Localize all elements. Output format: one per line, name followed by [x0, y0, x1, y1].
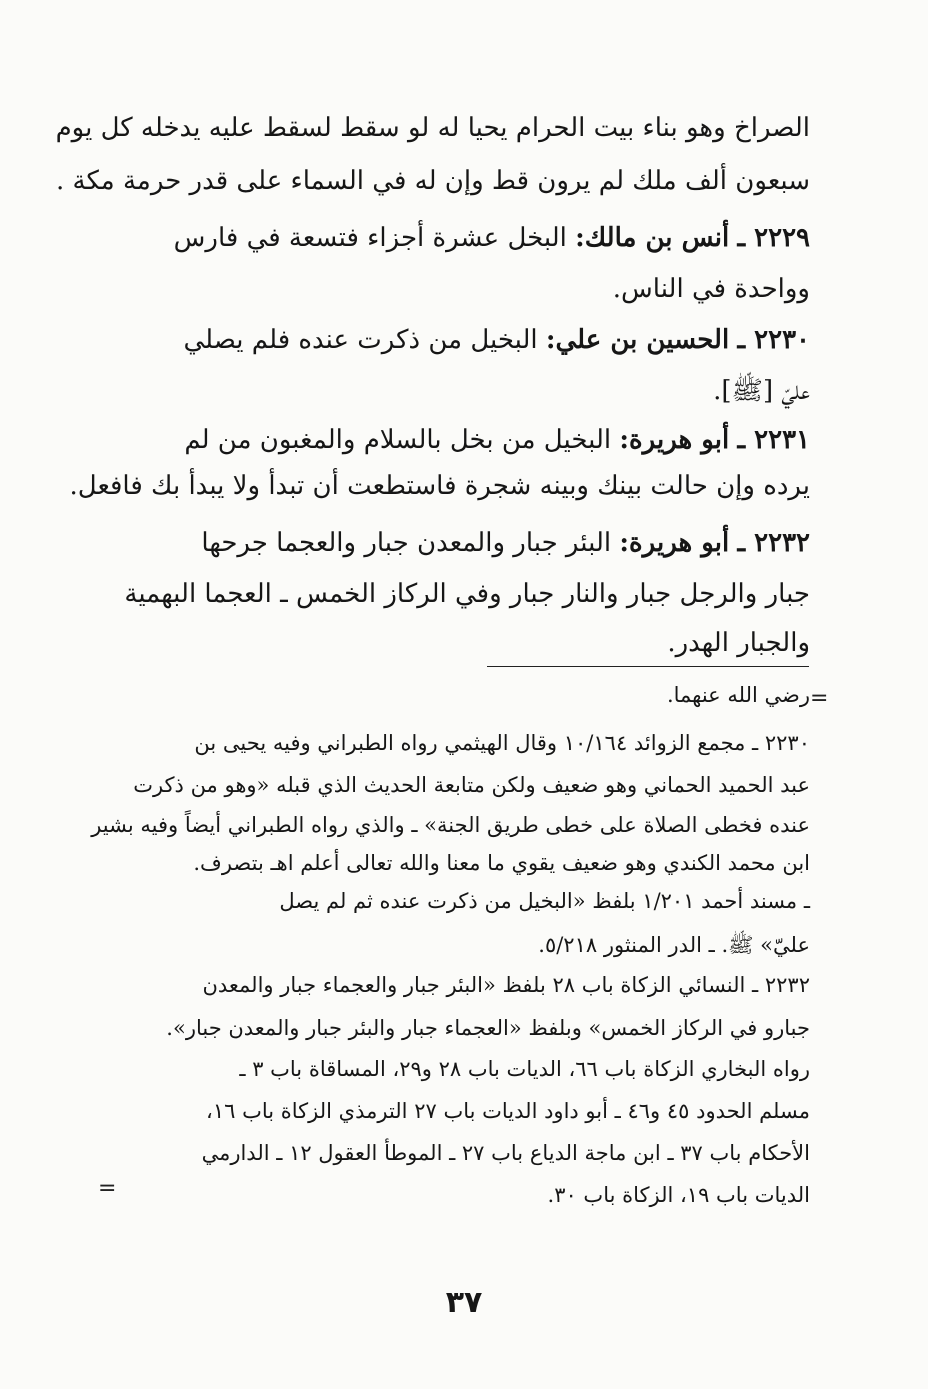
entry-number: ٢٢٣٢ ـ — [737, 528, 810, 558]
entry-2229-line-1 — [140, 220, 810, 256]
footnote-line: مسلم الحدود ٤٥ و٤٦ ـ أبو داود الديات باب ٢٧ الترمذي الزكاة باب ١٦، — [206, 1099, 810, 1123]
footnote-line: عليّ» ﷺ. ـ الدر المنثور ٥/٢١٨. — [538, 933, 810, 957]
entry-2231-line-1 — [140, 422, 810, 458]
page-number: ٣٧ — [445, 1285, 483, 1320]
entry-2232-line-2: جبار والرجل جبار والنار جبار وفي الركاز الخمس ـ العجما البهمية — [124, 579, 810, 609]
entry-2230-line-1 — [140, 322, 810, 358]
entry-2230-line-2: عليّ [ﷺ]. — [713, 376, 810, 406]
footnote-line: عبد الحميد الحماني وهو ضعيف ولكن متابعة الحديث الذي قبله «وهو من ذكرت — [133, 773, 810, 797]
entry-text: البئر جبار والمعدن جبار والعجما جرحها — [201, 528, 612, 558]
entry-text: البخيل من بخل بالسلام والمغبون من لم — [184, 425, 612, 455]
entry-2232-line-3: والجبار الهدر. — [667, 628, 810, 658]
main-line: سبعون ألف ملك لم يرون قط وإن له في السماء على قدر حرمة مكة . — [55, 166, 810, 196]
footnote-line: ٢٢٣٢ ـ النسائي الزكاة باب ٢٨ بلفظ «البئر جبار والعجماء جبار والمعدن — [202, 973, 810, 997]
entry-2231-line-2: يرده وإن حالت بينك وبينه شجرة فاستطعت أن تبدأ ولا يبدأ بك فافعل. — [69, 471, 810, 501]
entry-text: البخل عشرة أجزاء فتسعة في فارس — [173, 223, 567, 253]
entry-number: ٢٢٣٠ ـ — [737, 325, 810, 355]
entry-number: ٢٢٣١ ـ — [737, 425, 810, 455]
footnote-line: جبارو في الركاز الخمس» وبلفظ «العجماء جبار والبئر جبار والمعدن جبار». — [166, 1016, 810, 1040]
entry-speaker: أنس بن مالك: — [575, 223, 730, 253]
footnote-line: ابن محمد الكندي وهو ضعيف يقوي ما معنا والله تعالى أعلم اهـ بتصرف. — [193, 851, 810, 875]
entry-speaker: أبو هريرة: — [619, 425, 730, 455]
continuation-mark: = — [98, 1176, 117, 1201]
entry-speaker: أبو هريرة: — [619, 528, 730, 558]
footnote-line: الديات باب ١٩، الزكاة باب ٣٠. — [547, 1183, 810, 1207]
footnote-line: ـ مسند أحمد ١/٢٠١ بلفظ «البخيل من ذكرت عنده ثم لم يصل — [279, 889, 810, 913]
entry-2232-line-1 — [140, 525, 810, 561]
footnote-separator — [487, 666, 809, 667]
footnote-line: الأحكام باب ٣٧ ـ ابن ماجة الدياع باب ٢٧ ـ الموطأ العقول ١٢ ـ الدارمي — [201, 1141, 810, 1165]
main-line: الصراخ وهو بناء بيت الحرام يحيا له لو سقط لسقط عليه يدخله كل يوم — [55, 113, 810, 143]
footnote-line: رواه البخاري الزكاة باب ٦٦، الديات باب ٢٨ و٢٩، المساقاة باب ٣ ـ — [239, 1057, 810, 1081]
entry-speaker: الحسين بن علي: — [545, 325, 730, 355]
footnote-line: عنده فخطى الصلاة على خطى طريق الجنة» ـ والذي رواه الطبراني أيضاً وفيه بشير — [91, 813, 810, 837]
entry-text: البخيل من ذكرت عنده فلم يصلي — [183, 325, 538, 355]
footnote-carry-line: رضي الله عنهما. — [666, 683, 810, 707]
entry-2229-line-2: وواحدة في الناس. — [612, 274, 810, 304]
entry-number: ٢٢٢٩ ـ — [737, 223, 810, 253]
footnote-line: ٢٢٣٠ ـ مجمع الزوائد ١٠/١٦٤ وقال الهيثمي رواه الطبراني وفيه يحيى بن — [194, 731, 810, 755]
continuation-mark: = — [810, 686, 829, 711]
